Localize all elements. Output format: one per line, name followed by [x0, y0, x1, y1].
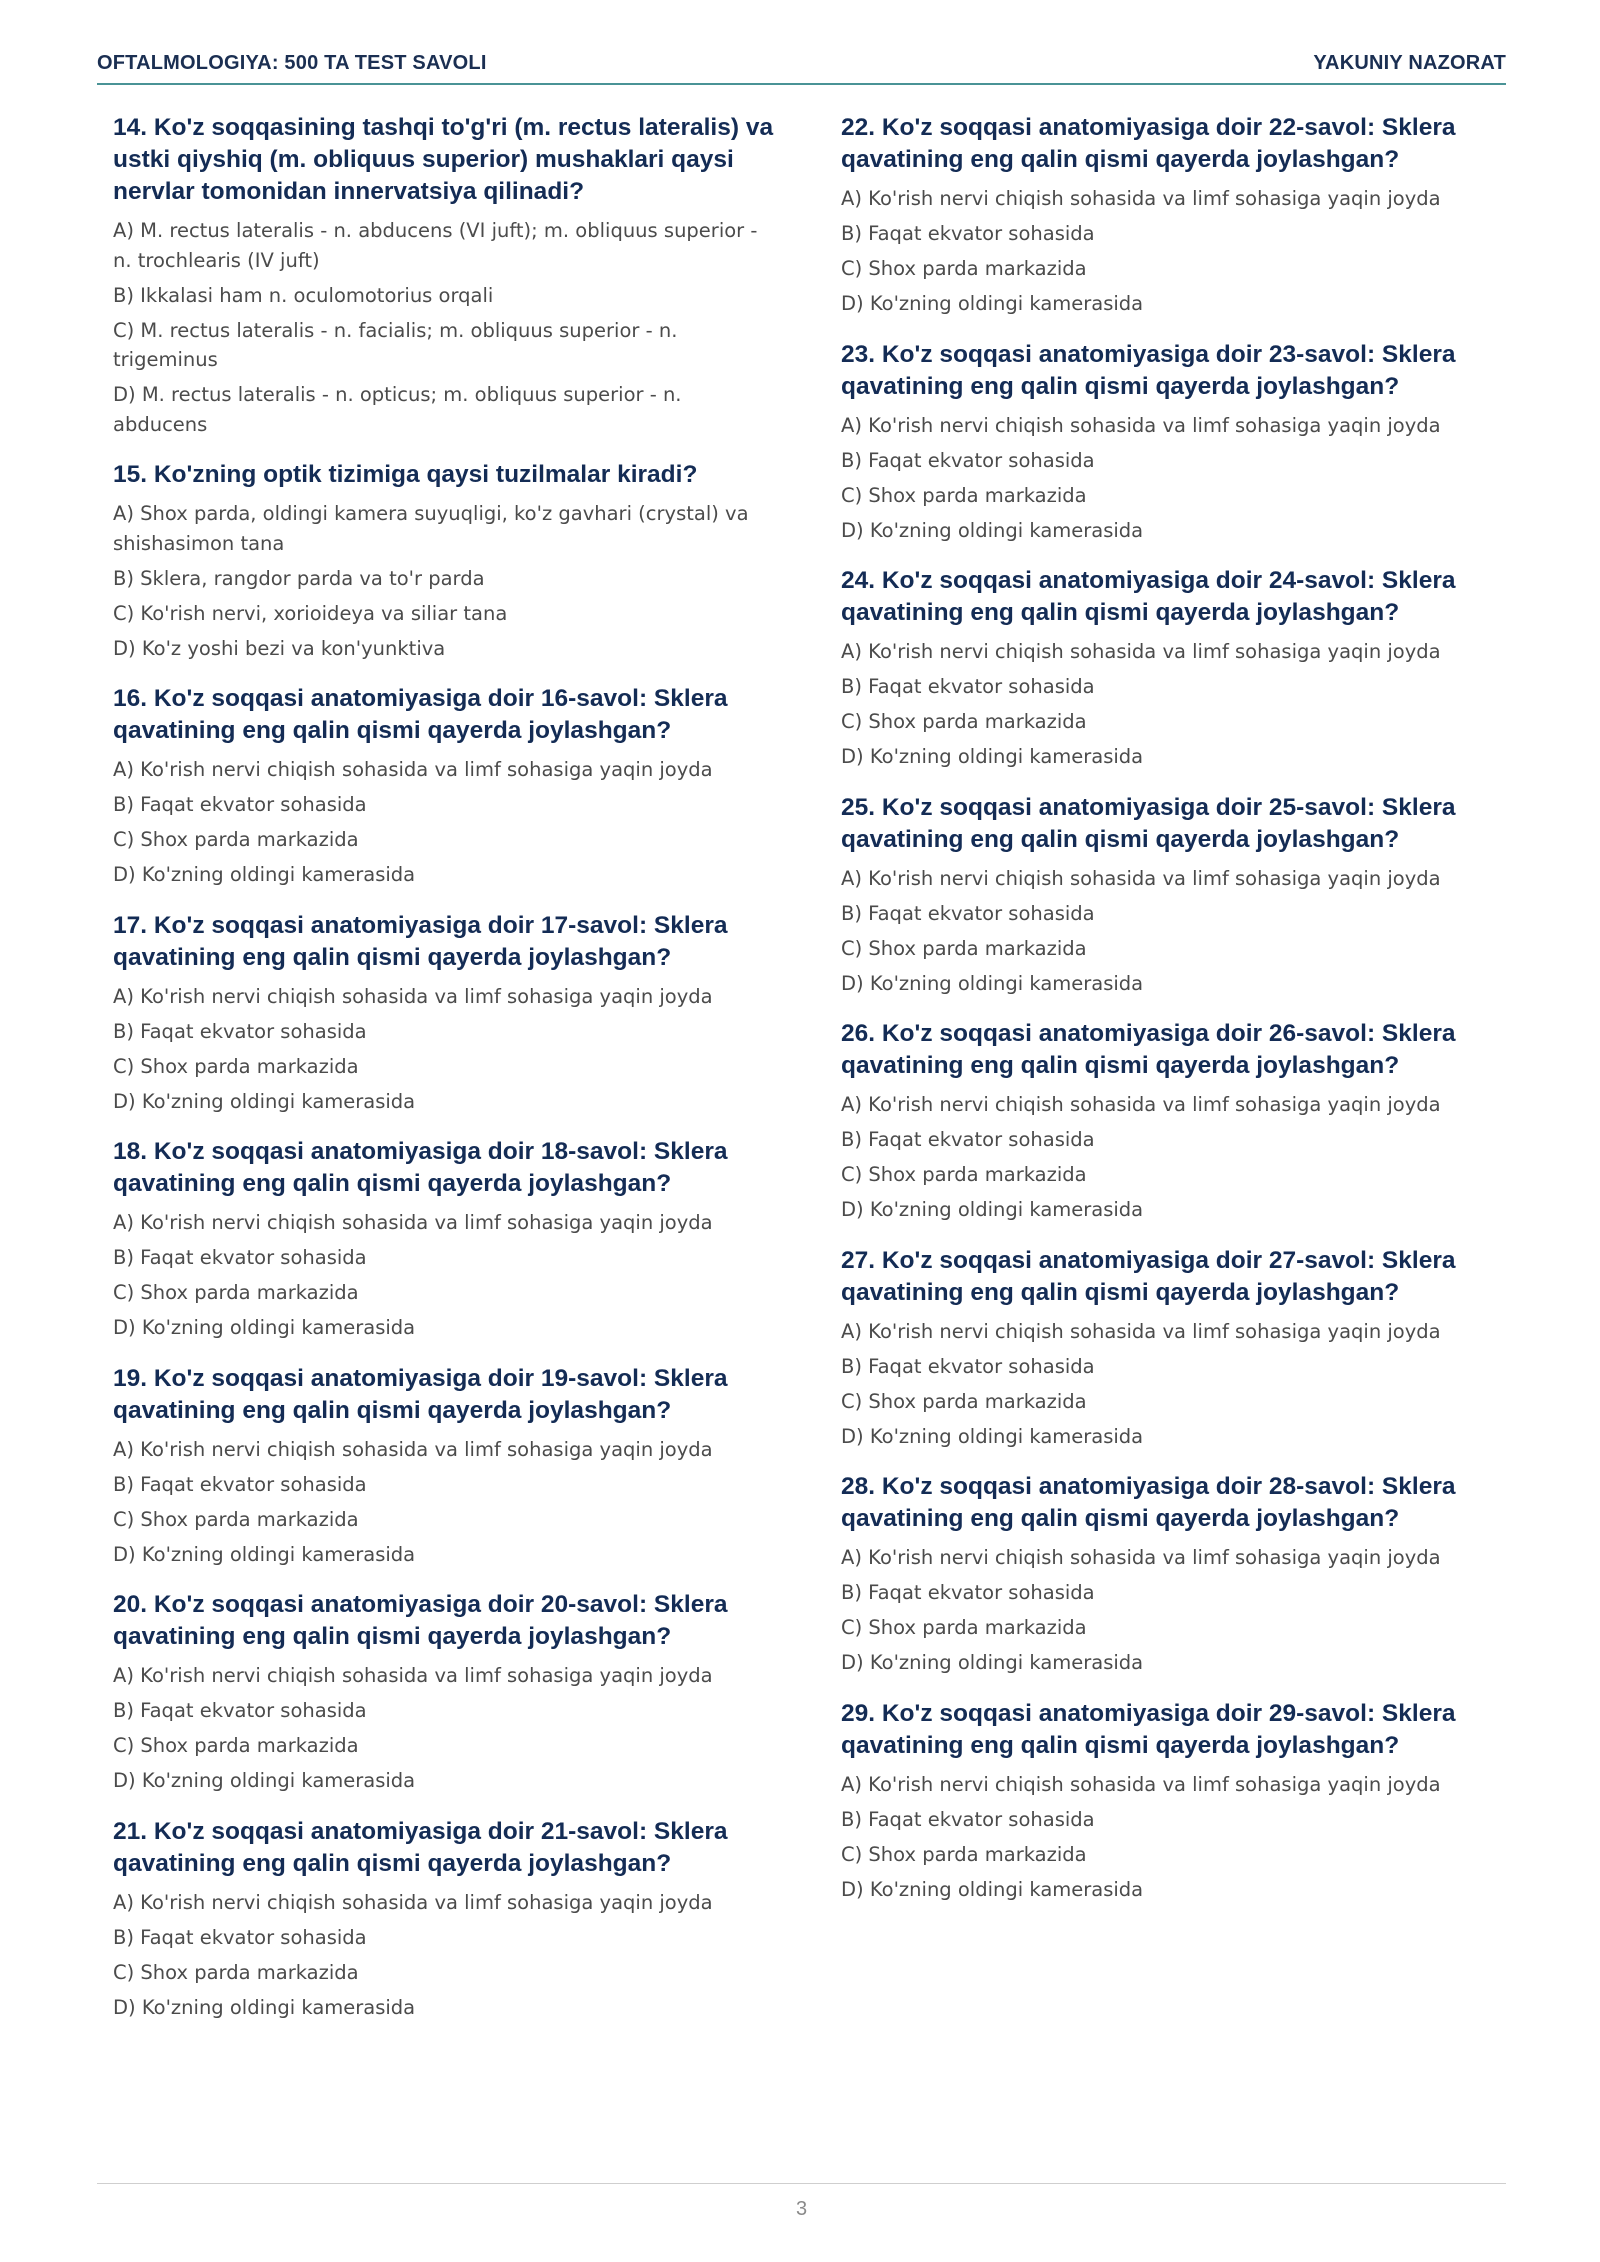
- answer-option: A) Ko'rish nervi chiqish sohasida va limf sohasiga yaqin joyda: [841, 413, 1441, 437]
- question-block: [841, 112, 1506, 319]
- question-block: [113, 459, 778, 663]
- answer-option: C) Shox parda markazida: [113, 1507, 359, 1531]
- answer-option: D) Ko'zning oldingi kamerasida: [841, 292, 1144, 315]
- answer-option: D) Ko'zning oldingi kamerasida: [841, 518, 1144, 542]
- answer-option: B) Faqat ekvator sohasida: [113, 1699, 367, 1722]
- question-title: 20. Ko'z soqqasi anatomiyasiga doir 20-savol: Sklera qavatining eng qalin qismi qayerda joylashgan?: [113, 1591, 728, 1650]
- right-column: [841, 112, 1506, 2042]
- answer-option: D) Ko'zning oldingi kamerasida: [113, 1089, 416, 1113]
- answer-option: D) Ko'zning oldingi kamerasida: [113, 863, 416, 886]
- answer-option: C) Shox parda markazida: [113, 1054, 359, 1078]
- question-title: 15. Ko'zning optik tizimiga qaysi tuzilmalar kiradi?: [113, 461, 698, 488]
- question-title: 16. Ko'z soqqasi anatomiyasiga doir 16-savol: Sklera qavatining eng qalin qismi qayerda joylashgan?: [113, 685, 728, 744]
- answer-option: B) Faqat ekvator sohasida: [841, 448, 1095, 472]
- question-block: [113, 1136, 778, 1343]
- question-title: 25. Ko'z soqqasi anatomiyasiga doir 25-savol: Sklera qavatining eng qalin qismi qayerda joylashgan?: [841, 793, 1456, 853]
- answer-options: [841, 184, 1506, 319]
- question-title: 19. Ko'z soqqasi anatomiyasiga doir 19-savol: Sklera qavatining eng qalin qismi qayerda joylashgan?: [113, 1364, 728, 1424]
- answer-option: C) M. rectus lateralis - n. facialis; m. obliquus superior - n. trigeminus: [113, 318, 678, 371]
- answer-options: [841, 411, 1506, 546]
- answer-option: C) Shox parda markazida: [113, 1960, 359, 1984]
- answer-option: A) Ko'rish nervi chiqish sohasida va limf sohasiga yaqin joyda: [841, 1319, 1441, 1343]
- answer-option: B) Faqat ekvator sohasida: [841, 1354, 1095, 1378]
- answer-options: [113, 216, 778, 439]
- question-block: [113, 1589, 778, 1796]
- answer-option: D) Ko'zning oldingi kamerasida: [113, 1769, 416, 1792]
- question-block: [841, 339, 1506, 546]
- answer-option: A) Ko'rish nervi chiqish sohasida va limf sohasiga yaqin joyda: [113, 1211, 713, 1234]
- answer-option: D) Ko'zning oldingi kamerasida: [113, 1995, 416, 2019]
- answer-option: D) M. rectus lateralis - n. opticus; m. obliquus superior - n. abducens: [113, 383, 682, 436]
- question-title: 24. Ko'z soqqasi anatomiyasiga doir 24-savol: Sklera qavatining eng qalin qismi qayerda joylashgan?: [841, 567, 1456, 626]
- answer-option: C) Shox parda markazida: [841, 1389, 1087, 1413]
- answer-option: C) Shox parda markazida: [841, 257, 1087, 280]
- answer-options: [113, 499, 778, 663]
- answer-option: B) Faqat ekvator sohasida: [113, 1925, 367, 1949]
- answer-option: C) Shox parda markazida: [841, 1616, 1087, 1639]
- answer-option: D) Ko'zning oldingi kamerasida: [113, 1542, 416, 1566]
- answer-option: A) Shox parda, oldingi kamera suyuqligi, ko'z gavhari (crystal) va shishasimon tana: [113, 502, 749, 555]
- question-columns: [113, 112, 1506, 2042]
- question-title: 28. Ko'z soqqasi anatomiyasiga doir 28-savol: Sklera qavatining eng qalin qismi qayerda joylashgan?: [841, 1473, 1456, 1532]
- answer-option: B) Sklera, rangdor parda va to'r parda: [113, 566, 485, 590]
- answer-option: D) Ko'z yoshi bezi va kon'yunktiva: [113, 636, 446, 660]
- question-block: [113, 112, 778, 439]
- question-title: 22. Ko'z soqqasi anatomiyasiga doir 22-savol: Sklera qavatining eng qalin qismi qayerda joylashgan?: [841, 114, 1456, 173]
- page-footer: [97, 2183, 1506, 2221]
- answer-option: A) Ko'rish nervi chiqish sohasida va limf sohasiga yaqin joyda: [841, 640, 1441, 663]
- answer-options: [841, 1090, 1506, 1225]
- answer-option: D) Ko'zning oldingi kamerasida: [841, 1198, 1144, 1221]
- answer-option: C) Shox parda markazida: [113, 1734, 359, 1757]
- answer-option: A) Ko'rish nervi chiqish sohasida va limf sohasiga yaqin joyda: [113, 1890, 713, 1914]
- answer-option: A) Ko'rish nervi chiqish sohasida va limf sohasiga yaqin joyda: [113, 758, 713, 781]
- question-block: [841, 1245, 1506, 1452]
- answer-option: B) Faqat ekvator sohasida: [113, 793, 367, 816]
- answer-option: A) Ko'rish nervi chiqish sohasida va limf sohasiga yaqin joyda: [841, 1093, 1441, 1116]
- answer-option: B) Faqat ekvator sohasida: [841, 1581, 1095, 1604]
- answer-option: C) Ko'rish nervi, xorioideya va siliar tana: [113, 601, 508, 625]
- left-column: [113, 112, 778, 2042]
- answer-option: C) Shox parda markazida: [841, 710, 1087, 733]
- answer-option: D) Ko'zning oldingi kamerasida: [113, 1316, 416, 1339]
- answer-option: A) Ko'rish nervi chiqish sohasida va limf sohasiga yaqin joyda: [113, 1437, 713, 1461]
- answer-option: B) Faqat ekvator sohasida: [841, 901, 1095, 925]
- section-title: YAKUNIY NAZORAT: [1313, 52, 1506, 74]
- answer-option: D) Ko'zning oldingi kamerasida: [841, 1651, 1144, 1674]
- answer-option: C) Shox parda markazida: [841, 936, 1087, 960]
- answer-options: [113, 1888, 778, 2023]
- answer-option: B) Ikkalasi ham n. oculomotorius orqali: [113, 283, 494, 307]
- question-block: [113, 683, 778, 890]
- question-block: [113, 1816, 778, 2023]
- question-block: [841, 1471, 1506, 1678]
- answer-option: C) Shox parda markazida: [841, 483, 1087, 507]
- answer-options: [113, 755, 778, 890]
- answer-options: [113, 1435, 778, 1570]
- question-block: [841, 565, 1506, 772]
- answer-options: [113, 1208, 778, 1343]
- answer-options: [113, 1661, 778, 1796]
- answer-option: C) Shox parda markazida: [841, 1842, 1087, 1866]
- answer-option: D) Ko'zning oldingi kamerasida: [841, 971, 1144, 995]
- question-block: [841, 1698, 1506, 1905]
- answer-option: C) Shox parda markazida: [841, 1163, 1087, 1186]
- answer-options: [113, 982, 778, 1117]
- answer-options: [841, 1770, 1506, 1905]
- page-header: [97, 52, 1506, 85]
- question-title: 29. Ko'z soqqasi anatomiyasiga doir 29-savol: Sklera qavatining eng qalin qismi qayerda joylashgan?: [841, 1699, 1456, 1759]
- answer-option: D) Ko'zning oldingi kamerasida: [841, 1877, 1144, 1901]
- answer-option: B) Faqat ekvator sohasida: [113, 1246, 367, 1269]
- question-title: 18. Ko'z soqqasi anatomiyasiga doir 18-savol: Sklera qavatining eng qalin qismi qayerda joylashgan?: [113, 1138, 728, 1197]
- answer-option: D) Ko'zning oldingi kamerasida: [841, 745, 1144, 768]
- answer-option: A) M. rectus lateralis - n. abducens (VI juft); m. obliquus superior - n. trochlearis (IV juft): [113, 219, 758, 272]
- answer-option: B) Faqat ekvator sohasida: [113, 1019, 367, 1043]
- answer-option: D) Ko'zning oldingi kamerasida: [841, 1424, 1144, 1448]
- question-title: 17. Ko'z soqqasi anatomiyasiga doir 17-savol: Sklera qavatining eng qalin qismi qayerda joylashgan?: [113, 911, 728, 971]
- document-title: OFTALMOLOGIYA: 500 TA TEST SAVOLI: [97, 52, 487, 74]
- answer-option: B) Faqat ekvator sohasida: [841, 222, 1095, 245]
- page-number: 3: [795, 2198, 808, 2220]
- answer-option: B) Faqat ekvator sohasida: [841, 1128, 1095, 1151]
- answer-option: A) Ko'rish nervi chiqish sohasida va limf sohasiga yaqin joyda: [113, 984, 713, 1008]
- answer-option: A) Ko'rish nervi chiqish sohasida va limf sohasiga yaqin joyda: [841, 1772, 1441, 1796]
- question-block: [841, 1018, 1506, 1225]
- question-block: [113, 910, 778, 1117]
- question-title: 23. Ko'z soqqasi anatomiyasiga doir 23-savol: Sklera qavatining eng qalin qismi qayerda joylashgan?: [841, 340, 1456, 400]
- answer-option: C) Shox parda markazida: [113, 828, 359, 851]
- answer-option: A) Ko'rish nervi chiqish sohasida va limf sohasiga yaqin joyda: [841, 866, 1441, 890]
- question-title: 27. Ko'z soqqasi anatomiyasiga doir 27-savol: Sklera qavatining eng qalin qismi qayerda joylashgan?: [841, 1246, 1456, 1306]
- answer-option: B) Faqat ekvator sohasida: [841, 675, 1095, 698]
- question-title: 21. Ko'z soqqasi anatomiyasiga doir 21-savol: Sklera qavatining eng qalin qismi qayerda joylashgan?: [113, 1817, 728, 1877]
- answer-option: B) Faqat ekvator sohasida: [113, 1472, 367, 1496]
- question-title: 26. Ko'z soqqasi anatomiyasiga doir 26-savol: Sklera qavatining eng qalin qismi qayerda joylashgan?: [841, 1020, 1456, 1079]
- answer-options: [841, 864, 1506, 999]
- answer-option: C) Shox parda markazida: [113, 1281, 359, 1304]
- answer-options: [841, 1317, 1506, 1452]
- question-block: [841, 792, 1506, 999]
- answer-option: A) Ko'rish nervi chiqish sohasida va limf sohasiga yaqin joyda: [841, 187, 1441, 210]
- question-block: [113, 1363, 778, 1570]
- question-title: 14. Ko'z soqqasining tashqi to'g'ri (m. rectus lateralis) va ustki qiyshiq (m. obliquus superior) mushaklari qaysi nervlar tomonidan innervatsiya qilinadi?: [113, 114, 774, 205]
- answer-option: A) Ko'rish nervi chiqish sohasida va limf sohasiga yaqin joyda: [113, 1664, 713, 1687]
- answer-options: [841, 1543, 1506, 1678]
- answer-options: [841, 637, 1506, 772]
- answer-option: B) Faqat ekvator sohasida: [841, 1807, 1095, 1831]
- answer-option: A) Ko'rish nervi chiqish sohasida va limf sohasiga yaqin joyda: [841, 1546, 1441, 1569]
